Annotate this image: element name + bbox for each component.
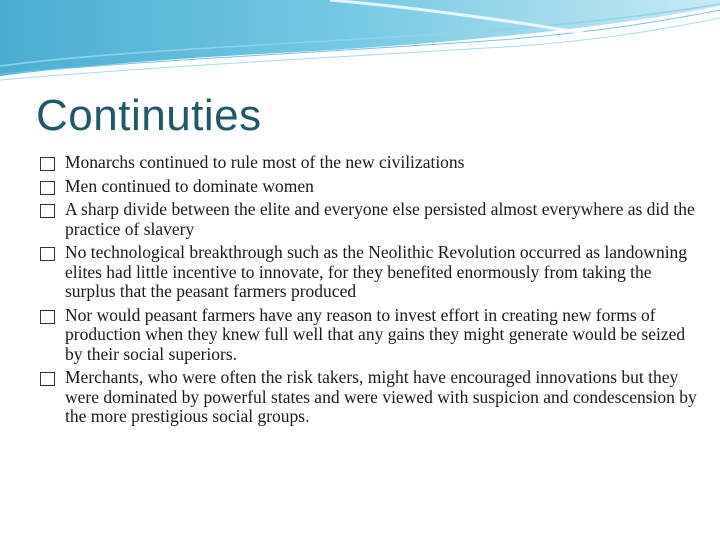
square-bullet-icon (40, 204, 55, 218)
bullet-text: Merchants, who were often the risk takers, might have encouraged innovations but they were dominated by powerful states and were viewed with suspicion and condescension by the more prestigious social groups. (65, 367, 697, 426)
bullet-text: Monarchs continued to rule most of the new civilizations (65, 152, 465, 172)
square-bullet-icon (40, 310, 55, 324)
bullet-item (38, 153, 698, 173)
bullet-text: Nor would peasant farmers have any reason to invest effort in creating new forms of production when they knew full well that any gains they might generate would be seized by their social superiors. (65, 304, 686, 364)
bullet-item (38, 243, 698, 302)
square-bullet-icon (40, 181, 55, 195)
header-wave-decoration (0, 0, 720, 90)
bullet-text: No technological breakthrough such as the Neolithic Revolution occurred as landowning elites had little incentive to innovate, for they benefited enormously from taking the surplus that the peasant farmers produced (65, 242, 688, 301)
square-bullet-icon (40, 372, 55, 386)
bullet-item (38, 306, 698, 365)
bullet-item (38, 368, 698, 427)
square-bullet-icon (40, 247, 55, 261)
square-bullet-icon (40, 157, 55, 171)
slide-title: Continuties (36, 91, 262, 140)
bullet-text: A sharp divide between the elite and everyone else persisted almost everywhere as did the practice of slavery (65, 199, 695, 239)
bullet-item (38, 200, 698, 239)
bullet-item (38, 177, 698, 197)
bullet-list (38, 153, 698, 431)
bullet-text: Men continued to dominate women (65, 175, 314, 196)
